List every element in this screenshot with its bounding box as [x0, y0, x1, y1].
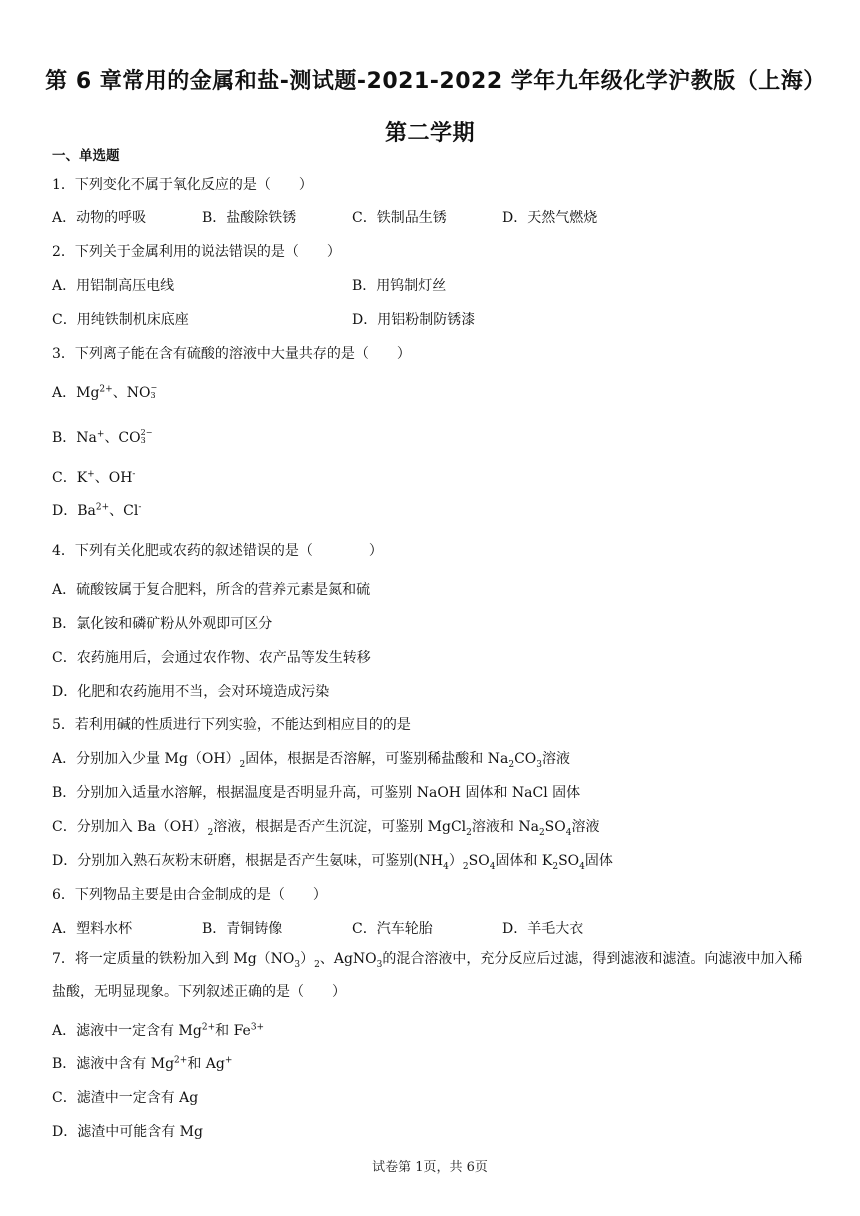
q1-option-a: A．动物的呼吸: [52, 210, 147, 226]
question-7-stem: 7．将一定质量的铁粉加入到 $Mg(NO_3)_2$、AgNO$_3$的混合溶液中，充分反应后过滤，得到滤液和滤渣。向滤液中加入稀盐酸，无明显现象。下列叙述正确的是（ ）: [52, 951, 803, 1000]
q3-option-b: B．Na+、CO 2− 3: [52, 428, 153, 446]
q2-option-c: C．用纯铁制机床底座: [52, 312, 189, 328]
q7-option-b: B．滤液中含有 $Mg^{2+}$和 Ag+: [52, 1055, 233, 1072]
question-6-stem: 6．下列物品主要是由合金制成的是（ ）: [52, 887, 327, 903]
q7-option-a: A．滤液中一定含有 $Mg^{2+}$和 $Fe^{3+}$: [52, 1022, 265, 1039]
q7-option-d: D．滤渣中可能含有 Mg: [52, 1124, 203, 1140]
q2-option-b: B．用钨制灯丝: [352, 278, 447, 294]
q3-option-a: A．$Mg^{2+}$、NO − 3: [52, 383, 158, 401]
q1-option-d: D．天然气燃烧: [502, 210, 598, 226]
question-4-stem: 4．下列有关化肥或农药的叙述错误的是（ ）: [52, 543, 383, 559]
q6-option-a: A．塑料水杯: [52, 921, 133, 937]
page-footer: 试卷第 1页，共 6页: [372, 1160, 488, 1175]
question-3-stem: 3．下列离子能在含有硫酸的溶液中大量共存的是（ ）: [52, 346, 411, 362]
q6-option-c: C．汽车轮胎: [352, 921, 433, 937]
q4-option-d: D．化肥和农药施用不当，会对环境造成污染: [52, 684, 330, 700]
q6-option-d: D．羊毛大衣: [502, 921, 584, 937]
q4-option-a: A．硫酸铵属于复合肥料，所含的营养元素是氮和硫: [52, 582, 371, 598]
q4-option-c: C．农药施用后，会通过农作物、农产品等发生转移: [52, 650, 371, 666]
question-2-stem: 2．下列关于金属利用的说法错误的是（ ）: [52, 244, 341, 260]
q6-option-b: B．青铜铸像: [202, 921, 283, 937]
q2-option-a: A．用铝制高压电线: [52, 278, 175, 294]
q3-option-d: D．$Ba^{2+}$、Cl-: [52, 502, 142, 519]
q1-option-b: B．盐酸除铁锈: [202, 210, 297, 226]
document-title: 第 6 章常用的金属和盐-测试题-2021-2022 学年九年级化学沪教版（上海）第二学期: [45, 69, 815, 146]
q4-option-b: B．氯化铵和磷矿粉从外观即可区分: [52, 616, 273, 632]
question-5-stem: 5．若利用碱的性质进行下列实验，不能达到相应目的的是: [52, 717, 411, 733]
q2-option-d: D．用铝粉制防锈漆: [352, 312, 476, 328]
q5-option-b: B．分别加入适量水溶解，根据温度是否明显升高，可鉴别 NaOH 固体和 NaCl 固体: [52, 785, 581, 801]
section-heading: 一、单选题: [52, 148, 120, 164]
q3-option-c: C．K+、OH-: [52, 469, 136, 486]
q1-option-c: C．铁制品生锈: [352, 210, 447, 226]
q5-option-c: C．分别加入 $Ba(OH)_2$溶液，根据是否产生沉淀，可鉴别 MgCl$_2$溶液和 $Na_2SO_4$溶液: [52, 819, 600, 838]
q5-option-d: D．分别加入熟石灰粉末研磨，根据是否产生氨味，可鉴别$(NH_4)_2SO_4$固体和 $K_2SO_4$固体: [52, 853, 613, 872]
q5-option-a: A．分别加入少量 $Mg(OH)_2$固体，根据是否溶解，可鉴别稀盐酸和 $Na_2CO_3$溶液: [52, 751, 570, 770]
q7-option-c: C．滤渣中一定含有 Ag: [52, 1090, 199, 1106]
question-1-stem: 1．下列变化不属于氧化反应的是（ ）: [52, 177, 313, 193]
